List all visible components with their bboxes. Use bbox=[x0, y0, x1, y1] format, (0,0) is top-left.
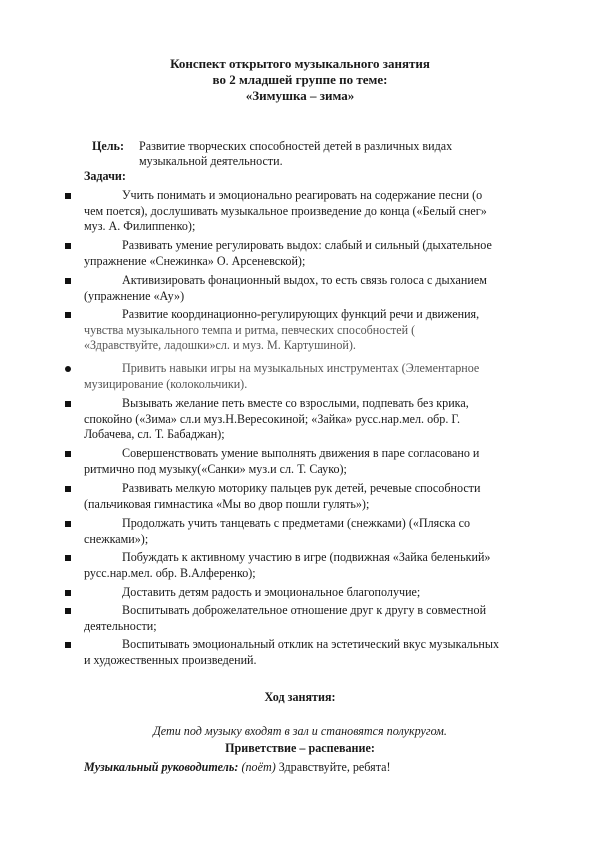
task-line: Лобачева, сл. Т. Бабаджан); bbox=[84, 427, 225, 441]
task-item bbox=[84, 516, 557, 547]
task-item bbox=[84, 550, 557, 581]
task-line: Развитие координационно-регулирующих функций речи и движения, bbox=[122, 307, 480, 321]
task-line: деятельности; bbox=[84, 618, 157, 633]
square-bullet-icon bbox=[65, 451, 71, 457]
task-item bbox=[84, 361, 557, 392]
task-line: Воспитывать доброжелательное отношение друг к другу в совместной bbox=[122, 603, 487, 617]
dialogue-line bbox=[84, 760, 564, 776]
square-bullet-icon bbox=[65, 608, 71, 614]
task-line: чувства музыкального темпа и ритма, певческих способностей ( bbox=[84, 322, 416, 337]
title-line-2: во 2 младшей группе по теме: bbox=[212, 72, 388, 87]
task-line: «Здравствуйте, ладошки»сл. и муз. М. Картушиной). bbox=[84, 338, 356, 352]
task-item bbox=[84, 603, 557, 634]
task-line: ритмично под музыку(«Санки» муз.и сл. Т. Сауко); bbox=[84, 461, 347, 476]
children-enter-remark: Дети под музыку входят в зал и становятся полукругом. bbox=[153, 724, 447, 738]
document-title bbox=[80, 56, 520, 104]
task-item bbox=[84, 396, 557, 443]
task-line: Продолжать учить танцевать с предметами (снежками) («Пляска со bbox=[122, 516, 471, 530]
goal-text-line-2: музыкальной деятельности. bbox=[139, 154, 283, 168]
square-bullet-icon bbox=[65, 555, 71, 561]
square-bullet-icon bbox=[65, 312, 71, 318]
greeting-heading: Приветствие – распевание: bbox=[225, 741, 375, 755]
task-line: Вызывать желание петь вместе со взрослыми, подпевать без крика, bbox=[122, 396, 469, 410]
task-line: Активизировать фонационный выдох, то есть связь голоса с дыханием bbox=[122, 273, 487, 287]
task-line: музицирование (колокольчики). bbox=[84, 376, 248, 391]
square-bullet-icon bbox=[65, 642, 71, 648]
task-line: Развивать мелкую моторику пальцев рук детей, речевые способности bbox=[122, 481, 481, 495]
task-line: снежками»); bbox=[84, 531, 149, 546]
tasks-label: Задачи: bbox=[84, 169, 126, 183]
task-item bbox=[84, 307, 557, 354]
task-line: (пальчиковая гимнастика «Мы во двор пошли гулять»); bbox=[84, 496, 370, 511]
task-item bbox=[84, 273, 557, 304]
speaker-label: Музыкальный руководитель: bbox=[84, 760, 239, 774]
task-item bbox=[84, 637, 557, 668]
task-line: чем поется), дослушивать музыкальное произведение до конца («Белый снег» bbox=[84, 203, 487, 218]
task-line: русс.нар.мел. обр. В.Алференко); bbox=[84, 565, 256, 580]
task-line: муз. А. Филиппенко); bbox=[84, 219, 196, 233]
task-line: Доставить детям радость и эмоциональное благополучие; bbox=[122, 585, 421, 599]
square-bullet-icon bbox=[65, 278, 71, 284]
task-item bbox=[84, 446, 557, 477]
course-heading: Ход занятия: bbox=[264, 690, 336, 704]
goal-label: Цель: bbox=[92, 139, 124, 153]
task-item bbox=[84, 188, 557, 235]
task-item bbox=[84, 585, 557, 601]
stage-note: (поёт) bbox=[241, 760, 276, 774]
square-bullet-icon bbox=[65, 193, 71, 199]
task-line: Учить понимать и эмоционально реагировать на содержание песни (о bbox=[122, 188, 483, 202]
task-line: и художественных произведений. bbox=[84, 652, 257, 667]
goal-text-line-1: Развитие творческих способностей детей в различных видах bbox=[139, 139, 453, 153]
round-bullet-icon bbox=[65, 366, 71, 372]
task-line: Воспитывать эмоциональный отклик на эстетический вкус музыкальных bbox=[122, 637, 499, 651]
task-line: Побуждать к активному участию в игре (подвижная «Зайка беленький» bbox=[122, 550, 491, 564]
task-line: Привить навыки игры на музыкальных инструментах (Элементарное bbox=[122, 361, 480, 375]
square-bullet-icon bbox=[65, 590, 71, 596]
square-bullet-icon bbox=[65, 486, 71, 492]
title-line-1: Конспект открытого музыкального занятия bbox=[170, 56, 430, 71]
square-bullet-icon bbox=[65, 521, 71, 527]
task-line: Совершенствовать умение выполнять движения в паре согласовано и bbox=[122, 446, 480, 460]
task-line: упражнение «Снежинка» О. Арсеневской); bbox=[84, 253, 306, 268]
task-line: спокойно («Зима» сл.и муз.Н.Вересокиной; «Зайка» русс.нар.мел. обр. Г. bbox=[84, 411, 461, 426]
title-line-3: «Зимушка – зима» bbox=[245, 88, 355, 103]
task-item bbox=[84, 238, 557, 269]
task-item bbox=[84, 481, 557, 512]
square-bullet-icon bbox=[65, 401, 71, 407]
square-bullet-icon bbox=[65, 243, 71, 249]
task-line: Развивать умение регулировать выдох: слабый и сильный (дыхательное bbox=[122, 238, 492, 252]
task-line: (упражнение «Ау») bbox=[84, 288, 185, 303]
spoken-text: Здравствуйте, ребята! bbox=[278, 760, 391, 774]
